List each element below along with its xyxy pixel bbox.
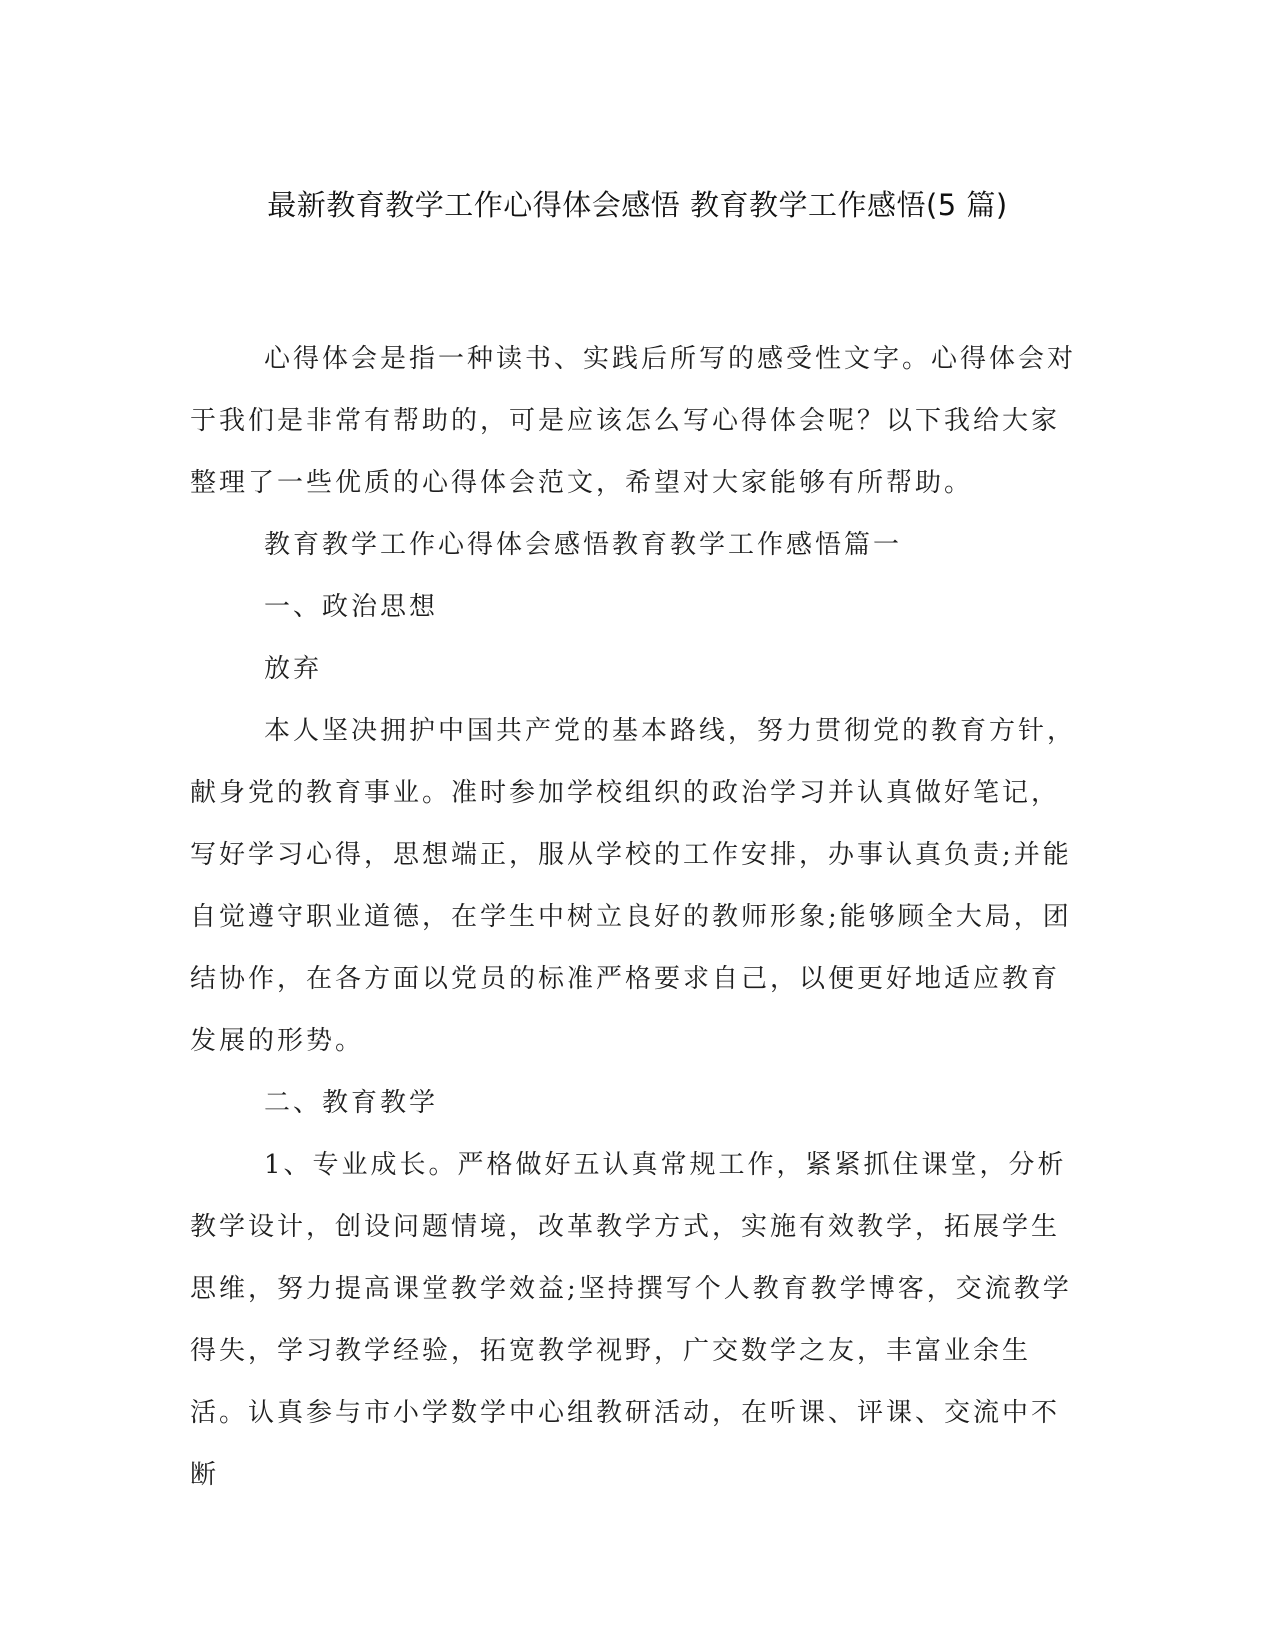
paragraph-short-label: 放弃 — [264, 654, 323, 684]
subheading-political-thought: 一、政治思想 — [264, 592, 439, 622]
subheading-education-teaching: 二、教育教学 — [264, 1088, 439, 1118]
intro-paragraph: 心得体会是指一种读书、实践后所写的感受性文字。心得体会对于我们是非常有帮助的，可是应该怎么写心得体会呢？以下我给大家整理了一些优质的心得体会范文，希望对大家能够有所帮助。 — [190, 344, 1077, 498]
document-title: 最新教育教学工作心得体会感悟 教育教学工作感悟(5 篇) — [267, 188, 1008, 222]
professional-growth-paragraph: 1、专业成长。严格做好五认真常规工作，紧紧抓住课堂，分析教学设计，创设问题情境，改革教学方式，实施有效教学，拓展学生思维，努力提高课堂教学效益;坚持撰写个人教育教学博客，交流教学得失，学习教学经验，拓宽教学视野，广交数学之友，丰富业余生活。认真参与市小学数学中心组教研活动，在听课、评课、交流中不断 — [190, 1150, 1072, 1490]
document-body — [190, 328, 1085, 1506]
political-thought-paragraph: 本人坚决拥护中国共产党的基本路线，努力贯彻党的教育方针，献身党的教育事业。准时参加学校组织的政治学习并认真做好笔记，写好学习心得，思想端正，服从学校的工作安排，办事认真负责;并能自觉遵守职业道德，在学生中树立良好的教师形象;能够顾全大局，团结协作，在各方面以党员的标准严格要求自己，以便更好地适应教育发展的形势。 — [190, 716, 1077, 1056]
section-heading-part-one: 教育教学工作心得体会感悟教育教学工作感悟篇一 — [264, 530, 903, 560]
